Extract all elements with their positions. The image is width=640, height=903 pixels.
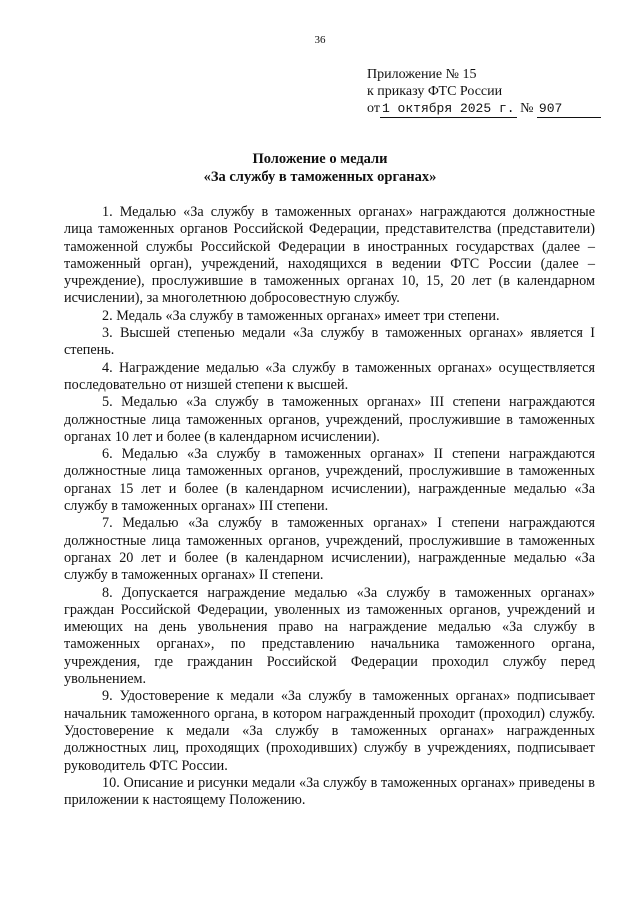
paragraph-8: 8. Допускается награждение медалью «За службу в таможенных органах» граждан Российской Федерации, уволенных из таможенных органов, учреждений и имеющих на день увольнения право на награждение медалью «За службу в таможенных органах», по представлению начальника таможенного органа, учреждения, где гражданин Российской Федерации проходил службу перед увольнением. <box>64 584 595 688</box>
appendix-date-line <box>367 100 601 118</box>
paragraph-9: 9. Удостоверение к медали «За службу в таможенных органах» подписывает начальник таможенного органа, в котором награжденный проходит (проходил) службу. Удостоверение к медали «За службу в таможенных органах» награжденных должностных лиц, проходящих (проходивших) службу в учреждениях, подписывает руководитель ФТС России. <box>64 688 595 774</box>
order-number: 907 <box>537 100 601 118</box>
date-prefix: от <box>367 101 380 116</box>
paragraph-5: 5. Медалью «За службу в таможенных органах» III степени награждаются должностные лица таможенных органов, учреждений, прослужившие в таможенных органах 10 лет и более (в календарном исчислении). <box>64 394 595 445</box>
title-line-1: Положение о медали <box>252 151 388 167</box>
document-title <box>0 150 640 186</box>
paragraph-2: 2. Медаль «За службу в таможенных органах» имеет три степени. <box>102 307 500 324</box>
appendix-block <box>367 66 601 118</box>
title-line-2: «За службу в таможенных органах» <box>203 169 437 185</box>
paragraph-10: 10. Описание и рисунки медали «За службу в таможенных органах» приведены в приложении к настоящему Положению. <box>64 774 595 809</box>
paragraph-6: 6. Медалью «За службу в таможенных органах» II степени награждаются должностные лица таможенных органов, учреждений, прослужившие в таможенных органах 15 лет и более (в календарном исчислении), награжденные медалью «За службу в таможенных органах» III степени. <box>64 446 595 515</box>
document-body <box>64 204 595 809</box>
number-prefix: № <box>520 101 534 116</box>
paragraph-7: 7. Медалью «За службу в таможенных органах» I степени награждаются должностные лица таможенных органов, учреждений, прослужившие в таможенных органах 20 лет и более (в календарном исчислении), награжденные медалью «За службу в таможенных органах» II степени. <box>64 515 595 584</box>
page-number: 36 <box>314 34 326 46</box>
appendix-title: Приложение № 15 <box>367 67 477 82</box>
paragraph-3: 3. Высшей степенью медали «За службу в таможенных органах» является I степень. <box>64 325 595 359</box>
order-date: 1 октября 2025 г. <box>381 101 515 116</box>
paragraph-4: 4. Награждение медалью «За службу в таможенных органах» осуществляется последовательно от низшей степени к высшей. <box>64 359 595 393</box>
paragraph-1: 1. Медалью «За службу в таможенных органах» награждаются должностные лица таможенных органов Российской Федерации, представителства (представители) таможенной службы Российской Федерации в иностранных государствах (далее – таможенный орган), учреждений, находящихся в ведении ФТС России (далее – учреждение), прослужившие в таможенных органах 10, 15, 20 лет (в календарном исчислении), за многолетнюю добросовестную службу. <box>64 204 595 307</box>
appendix-order-ref: к приказу ФТС России <box>367 84 503 99</box>
